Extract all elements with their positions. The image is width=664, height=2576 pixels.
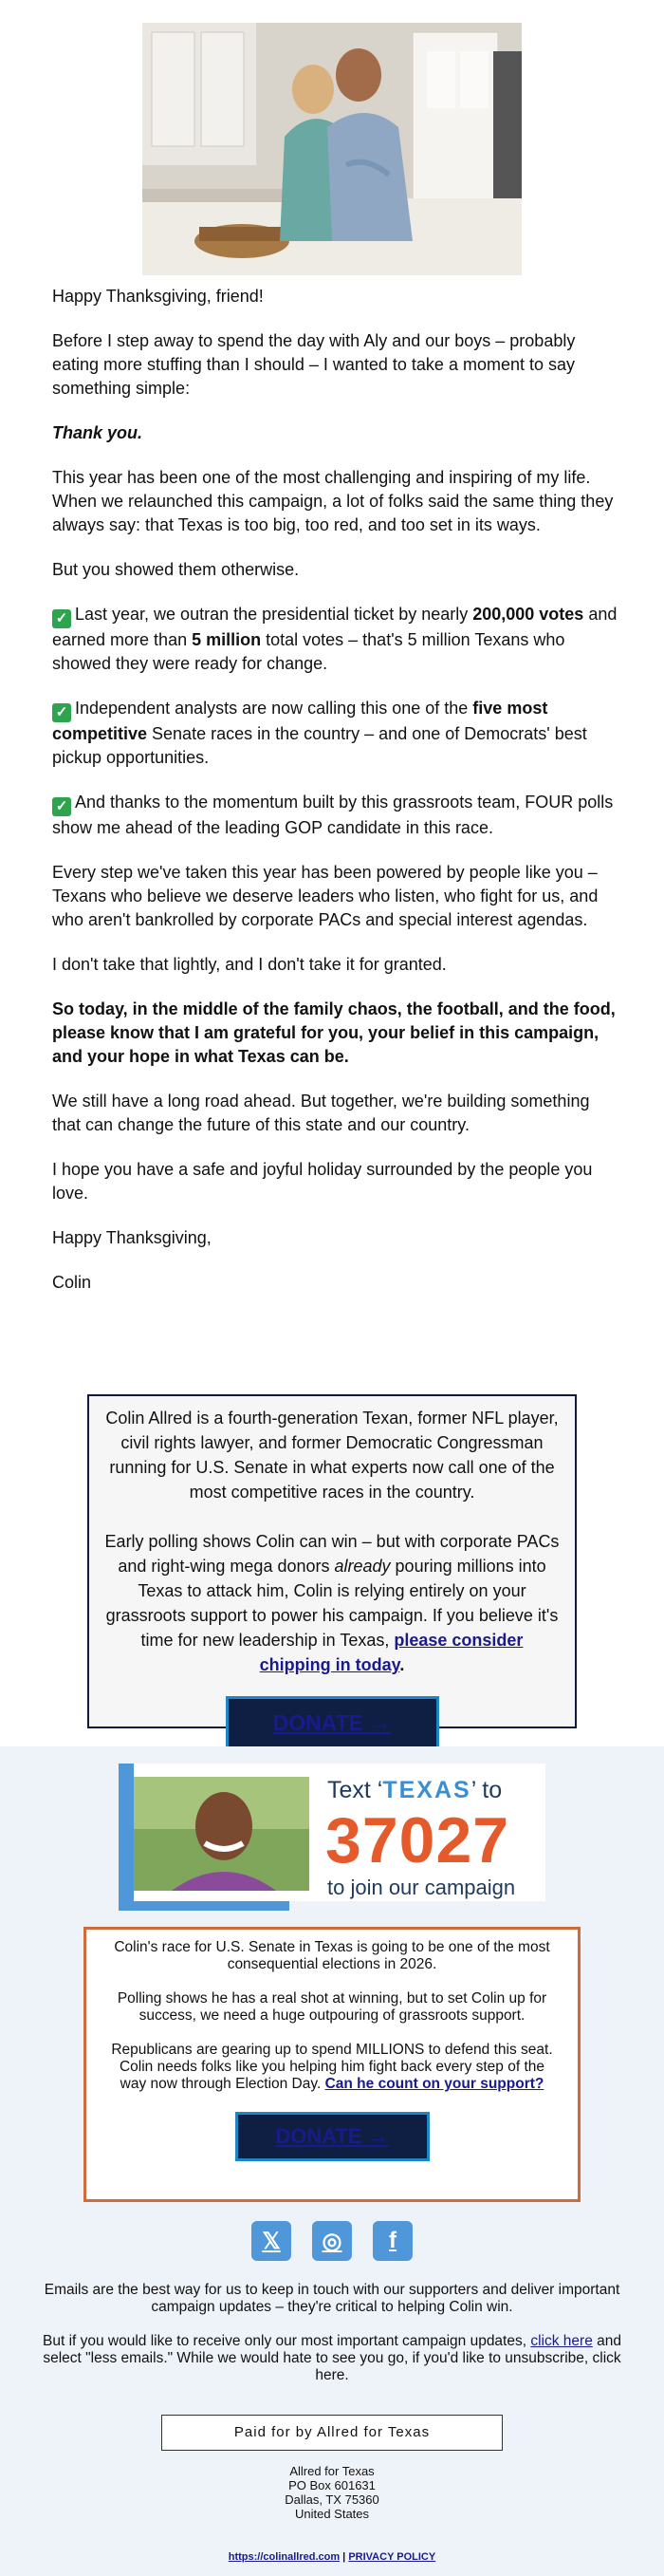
check-icon: ✓ bbox=[52, 703, 71, 722]
paragraph-challenging-year: This year has been one of the most challenging and inspiring of my life. When we relaunched this campaign, a lot of folks said the same thing they always say: that Texas is too big, too red, and too set in its ways. bbox=[52, 468, 614, 534]
race-republicans-paragraph: Republicans are gearing up to spend MILLIONS to defend this seat. Colin needs folks like you helping him fight back every step of the way now through Election Day. Can he count on your support? bbox=[111, 2042, 553, 2092]
banner-join-line: to join our campaign bbox=[327, 1876, 516, 1899]
paragraph-intro: Before I step away to spend the day with Aly and our boys – probably eating more stuffing than I should – I wanted to take a moment to say something simple: bbox=[52, 331, 576, 398]
donate-button[interactable]: DONATE → bbox=[226, 1696, 439, 1750]
paragraph-not-for-granted: I don't take that lightly, and I don't take it for granted. bbox=[52, 955, 447, 974]
text-to-join-banner[interactable] bbox=[119, 1764, 545, 1911]
paragraph-grateful: So today, in the middle of the family chaos, the football, and the food, please know that I am grateful for you, your belief in this campaign, and your hope in what Texas can be. bbox=[52, 999, 616, 1066]
checkmark-item-competitive: ✓ Independent analysts are now calling this one of the five most competitive Senate races in the country – and one of Democrats' best pickup opportunities. bbox=[52, 699, 587, 767]
candidate-photo bbox=[134, 1777, 309, 1891]
facebook-icon[interactable]: f bbox=[373, 2221, 413, 2261]
greeting: Happy Thanksgiving, friend! bbox=[52, 287, 264, 306]
donate-button[interactable]: DONATE → bbox=[235, 2112, 430, 2161]
privacy-policy-link[interactable]: PRIVACY POLICY bbox=[348, 2551, 436, 2563]
race-polling-paragraph: Polling shows he has a real shot at winning, but to set Colin up for success, we need a huge outpouring of grassroots support. bbox=[117, 1990, 547, 2024]
banner-text-line: Text ‘TEXAS’ to bbox=[327, 1777, 503, 1803]
bio-polling-paragraph: Early polling shows Colin can win – but with corporate PACs and right-wing mega donors already pouring millions into Texas to attack him, Colin is relying entirely on your grassroots support to power his campaign. If you believe it's time for new leadership in Texas, please consider chipping in today. bbox=[104, 1532, 560, 1674]
checkmark-item-polls: ✓ And thanks to the momentum built by this grassroots team, FOUR polls show me ahead of the leading GOP candidate in this race. bbox=[52, 793, 614, 837]
social-links bbox=[251, 2221, 413, 2263]
check-icon: ✓ bbox=[52, 609, 71, 628]
paragraph-holiday-wish: I hope you have a safe and joyful holiday surrounded by the people you love. bbox=[52, 1160, 593, 1203]
footer-links: https://colinallred.com | PRIVACY POLICY bbox=[228, 2551, 436, 2563]
bio-paragraph: Colin Allred is a fourth-generation Texan, former NFL player, civil rights lawyer, and former Democratic Congressman running for U.S. Senate in what experts now call one of the most competitive races in the country. bbox=[105, 1409, 559, 1502]
checkmark-item-votes: ✓ Last year, we outran the presidential ticket by nearly 200,000 votes and earned more than 5 million total votes – that's 5 million Texans who showed they were ready for change. bbox=[52, 605, 618, 673]
website-link[interactable]: https://colinallred.com bbox=[228, 2551, 341, 2563]
closing: Happy Thanksgiving, bbox=[52, 1228, 212, 1247]
paragraph-showed-otherwise: But you showed them otherwise. bbox=[52, 560, 300, 579]
x-twitter-icon[interactable]: 𝕏 bbox=[251, 2221, 291, 2261]
race-box bbox=[83, 1927, 581, 2202]
shortcode-number: 37027 bbox=[325, 1804, 510, 1876]
footer-section bbox=[0, 1746, 664, 2576]
instagram-icon[interactable]: ◎ bbox=[312, 2221, 352, 2261]
hero-photo bbox=[142, 23, 522, 275]
unsubscribe-note: But if you would like to receive only our most important campaign updates, click here and select "less emails." While we would hate to see you go, if you'd like to unsubscribe, click here. bbox=[43, 2333, 621, 2383]
paragraph-long-road: We still have a long road ahead. But together, we're building something that can change the future of this state and our country. bbox=[52, 1092, 590, 1134]
letter-body bbox=[52, 285, 621, 1316]
signature: Colin bbox=[52, 1273, 92, 1292]
emails-note: Emails are the best way for us to keep in touch with our supporters and deliver important campaign updates – they're critical to helping Colin win. bbox=[44, 2282, 620, 2315]
thank-you-line: Thank you. bbox=[52, 423, 143, 442]
race-paragraph: Colin's race for U.S. Senate in Texas is going to be one of the most consequential elections in 2026. bbox=[114, 1939, 550, 1972]
count-on-support-link[interactable]: Can he count on your support? bbox=[324, 2076, 544, 2092]
check-icon: ✓ bbox=[52, 797, 71, 816]
paid-for-by-box: Paid for by Allred for Texas bbox=[161, 2415, 503, 2451]
paragraph-powered-by-you: Every step we've taken this year has been powered by people like you – Texans who believe we deserve leaders who listen, who fight for us, and who aren't bankrolled by corporate PACs and special interest agendas. bbox=[52, 863, 599, 929]
mailing-address: Allred for Texas PO Box 601631 Dallas, TX 75360 United States bbox=[285, 2464, 379, 2521]
less-emails-link[interactable]: click here bbox=[530, 2333, 593, 2349]
bio-box bbox=[87, 1394, 577, 1735]
chip-in-link[interactable]: please consider chipping in today bbox=[259, 1631, 524, 1674]
